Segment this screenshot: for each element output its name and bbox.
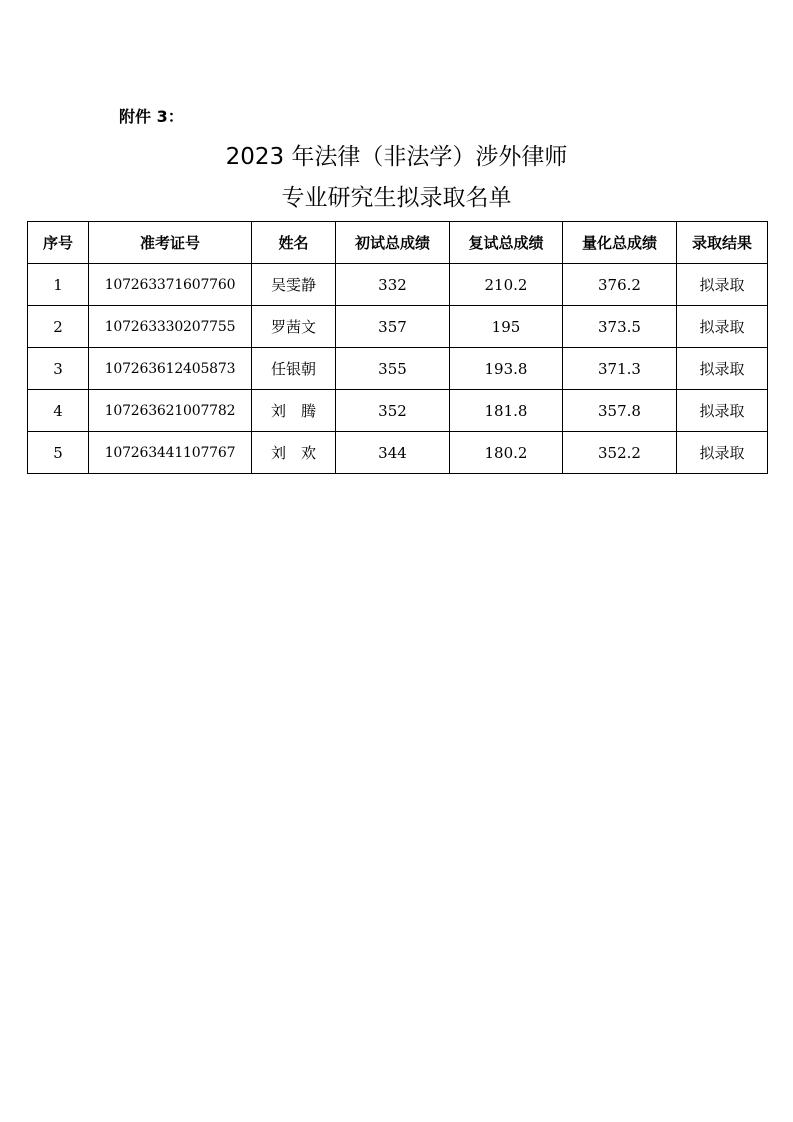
cell-name: 罗茜文 [252,306,336,348]
cell-index: 5 [28,432,89,474]
document-title-line-1: 2023 年法律（非法学）涉外律师 [225,144,568,170]
cell-retest-score: 181.8 [450,390,563,432]
table-row [28,432,768,474]
table-row [28,306,768,348]
cell-initial-score: 344 [336,432,450,474]
header-initial-score: 初试总成绩 [336,222,450,264]
cell-result: 拟录取 [677,390,768,432]
cell-result: 拟录取 [677,264,768,306]
cell-retest-score: 180.2 [450,432,563,474]
header-name: 姓名 [252,222,336,264]
cell-result: 拟录取 [677,306,768,348]
cell-retest-score: 195 [450,306,563,348]
cell-exam-id: 107263441107767 [89,432,252,474]
header-index: 序号 [28,222,89,264]
cell-exam-id: 107263371607760 [89,264,252,306]
table-row [28,348,768,390]
cell-initial-score: 355 [336,348,450,390]
table-header-row [28,222,768,264]
cell-retest-score: 193.8 [450,348,563,390]
cell-exam-id: 107263330207755 [89,306,252,348]
cell-weighted-score: 371.3 [563,348,677,390]
cell-weighted-score: 376.2 [563,264,677,306]
cell-exam-id: 107263612405873 [89,348,252,390]
header-exam-id: 准考证号 [89,222,252,264]
cell-name: 任银朝 [252,348,336,390]
table-row [28,264,768,306]
cell-index: 2 [28,306,89,348]
table-row [28,390,768,432]
cell-index: 3 [28,348,89,390]
cell-initial-score: 357 [336,306,450,348]
document-title-line-2: 专业研究生拟录取名单 [281,185,512,211]
cell-name: 吴雯静 [252,264,336,306]
cell-exam-id: 107263621007782 [89,390,252,432]
admission-table [27,221,768,474]
cell-weighted-score: 357.8 [563,390,677,432]
cell-name: 刘 欢 [252,432,336,474]
cell-result: 拟录取 [677,348,768,390]
header-retest-score: 复试总成绩 [450,222,563,264]
cell-index: 1 [28,264,89,306]
cell-initial-score: 352 [336,390,450,432]
cell-initial-score: 332 [336,264,450,306]
header-result: 录取结果 [677,222,768,264]
cell-index: 4 [28,390,89,432]
cell-retest-score: 210.2 [450,264,563,306]
attachment-label: 附件 3： [119,107,184,126]
cell-weighted-score: 373.5 [563,306,677,348]
cell-result: 拟录取 [677,432,768,474]
cell-name: 刘 腾 [252,390,336,432]
cell-weighted-score: 352.2 [563,432,677,474]
header-weighted-score: 量化总成绩 [563,222,677,264]
